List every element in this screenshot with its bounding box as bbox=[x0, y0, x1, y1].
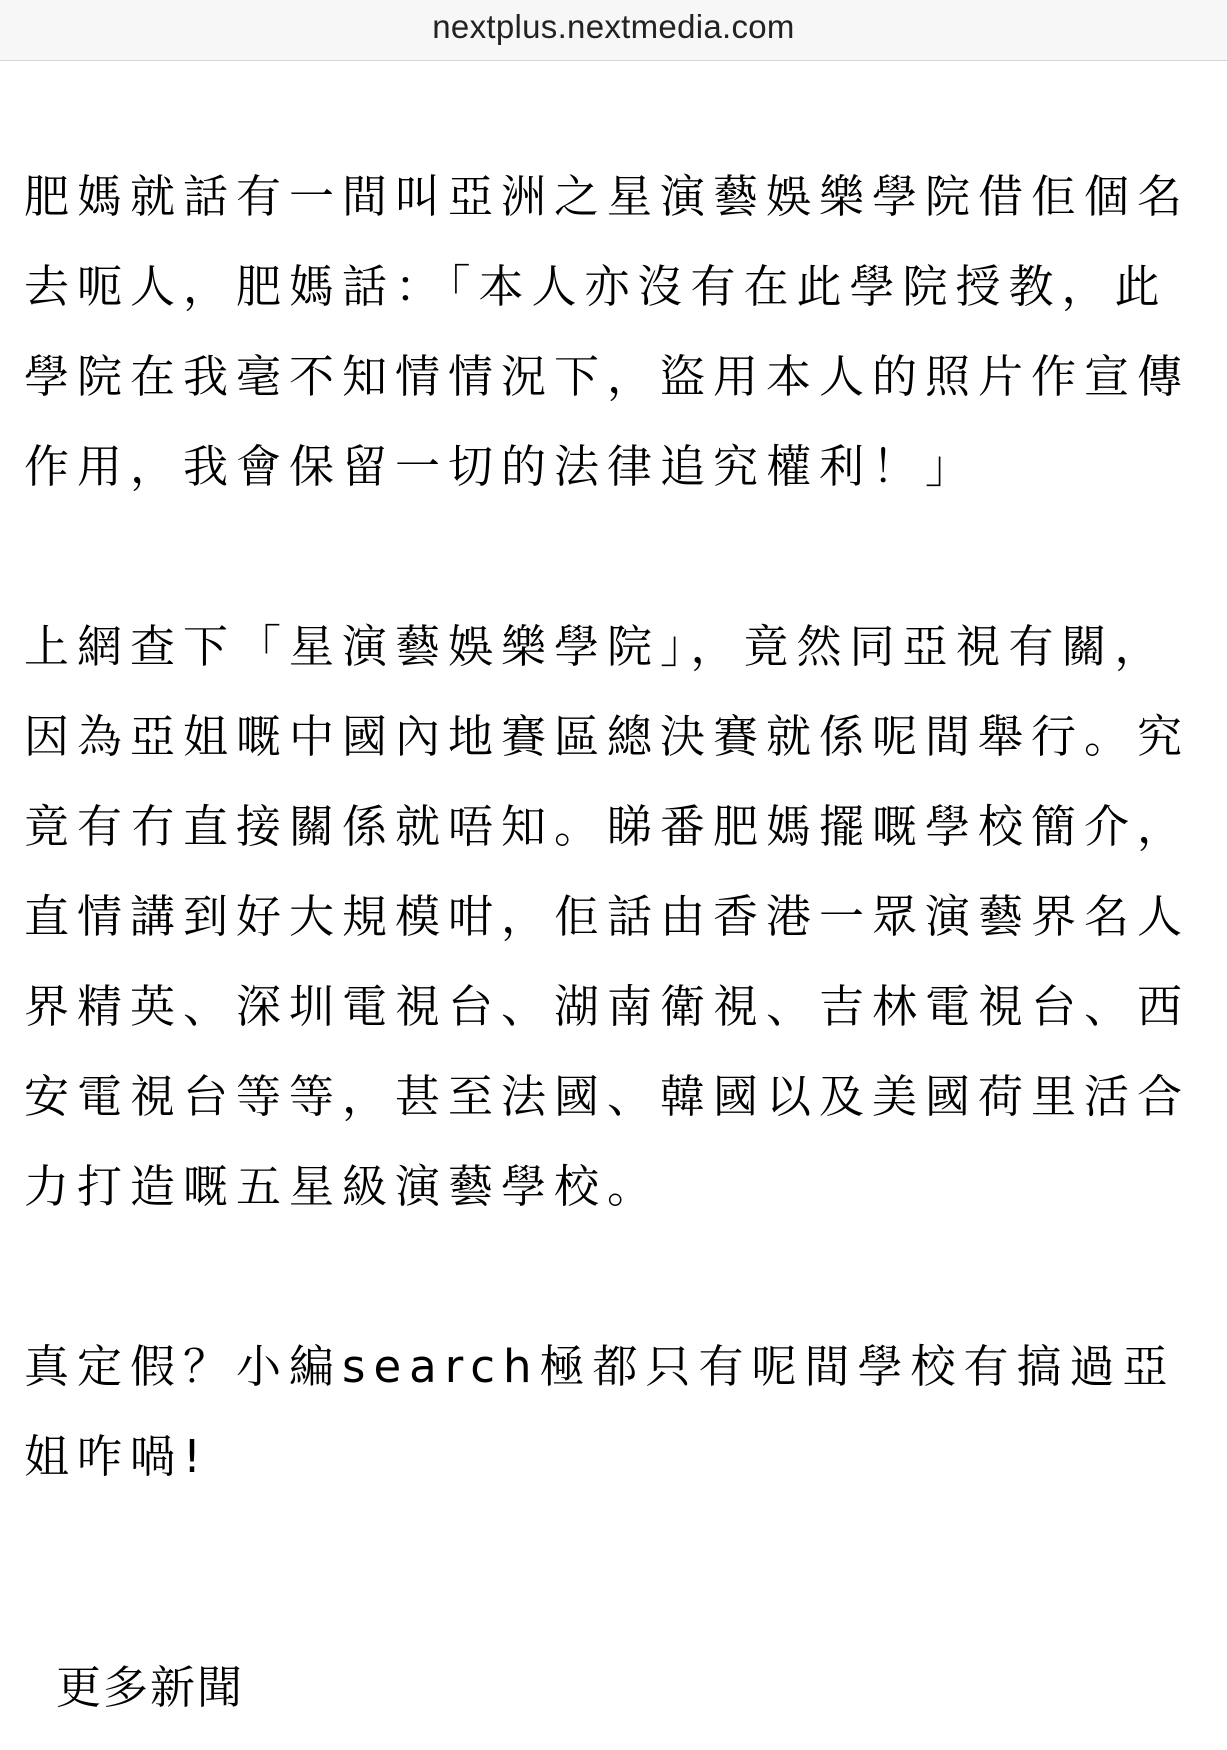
paragraph-spacer bbox=[24, 1232, 1214, 1322]
paragraph-spacer bbox=[24, 512, 1214, 602]
url-text[interactable]: nextplus.nextmedia.com bbox=[432, 8, 795, 45]
browser-address-bar[interactable] bbox=[0, 0, 1227, 61]
article-body bbox=[24, 152, 1214, 1502]
article-paragraph-3: 真定假？小編search極都只有呢間學校有搞過亞姐咋喎! bbox=[24, 1340, 1176, 1483]
article-paragraph-2: 上網查下「星演藝娛樂學院」，竟然同亞視有關，因為亞姐嘅中國內地賽區總決賽就係呢間舉行。究竟有冇直接關係就唔知。睇番肥媽擺嘅學校簡介，直情講到好大規模咁，佢話由香港一眾演藝界名人界精英、深圳電視台、湖南衛視、吉林電視台、西安電視台等等，甚至法國、韓國以及美國荷里活合力打造嘅五星級演藝學校。 bbox=[24, 620, 1191, 1213]
article-paragraph-1: 肥媽就話有一間叫亞洲之星演藝娛樂學院借佢個名去呃人，肥媽話：「本人亦沒有在此學院授教，此學院在我毫不知情情況下，盜用本人的照片作宣傳作用，我會保留一切的法律追究權利！」 bbox=[24, 170, 1191, 493]
more-news-link[interactable]: 更多新聞 bbox=[56, 1661, 245, 1714]
